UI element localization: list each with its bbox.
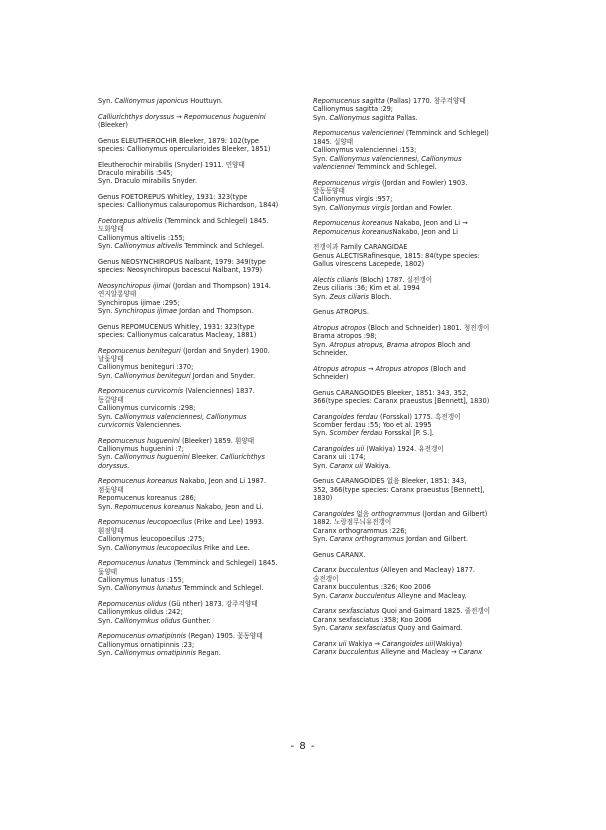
text-run: Syn. [98,97,115,105]
text-run: Gallus virescens Lacepede, 1802) [313,260,425,269]
text-entry [313,413,585,438]
text-line [313,486,585,494]
text-run: Callionymus altivelis :155; [98,233,185,242]
text-entry [313,97,585,122]
scientific-name: Caranx [458,647,483,656]
text-line [313,308,585,316]
text-run: (Jordan and Fowler) 1903. [379,178,468,187]
text-line [313,138,585,146]
text-line [313,228,585,236]
text-run: (Bleeker) [98,121,128,129]
text-line [313,293,585,301]
scientific-name: Atropus atropus, Brama atropos [329,340,436,349]
text-line [313,195,585,203]
text-run: Genus CARANX. [313,550,366,559]
text-run: Draculo mirabilis :545; [98,169,173,177]
text-run: Callionymus virgis :957; [313,195,393,204]
text-run: Wakiya. [362,461,391,470]
text-run: Syn. [313,591,330,600]
text-run: (Forsskal) 1775. 흑전갱이 [377,412,461,421]
scientific-name: Callionymkus olidus [114,616,181,625]
text-run: Forsskal [P. S.]. [382,429,434,438]
text-line [313,105,585,113]
text-run: (Jordan and Thompson) 1914. [170,281,271,290]
text-entry [313,179,585,213]
text-run: (Bloch) 1787. 실전갱이 [358,275,433,284]
text-line [313,365,585,373]
scientific-name: Caranx sexfasciatus [313,607,380,616]
scientific-name: valenciennei [313,163,355,172]
text-run: 352, 366(type species: Caranx praeustus [Bennett], [313,485,485,494]
scientific-name: Carangoides uii [313,445,365,454]
scientific-name: Repomucenus huguenini [98,436,180,445]
text-run: (Jordan and Gilbert) [420,509,488,518]
scientific-name: Caranx uii [329,461,363,470]
scientific-name: Callionymus ornatipinnis [114,649,196,658]
scientific-name: Caranx bucculentus [329,591,396,600]
text-run: Syn. [313,623,330,632]
scientific-name: Callionymus valenciennesi, Callionymus [329,154,462,163]
scientific-name: Repomucenus koreanus [114,502,194,511]
text-line [313,413,585,421]
text-line [313,527,585,535]
text-line [313,535,585,543]
text-line [313,260,585,268]
text-line [313,252,585,260]
text-run: Repomucenus koreanus :286; [98,494,196,503]
text-entry [313,308,585,316]
text-entry [313,566,585,600]
text-run: Genus NEOSYNCHIROPUS Nalbant, 1979: 349(type [98,257,266,266]
scientific-name: Scomber ferdau [329,429,383,438]
scientific-name: Callionymus valenciennesi, Callionymus [114,412,247,421]
scientific-name: Caranx sexfasciatus [329,623,396,632]
text-run: Callionymus beniteguri :370; [98,363,194,372]
text-run: 1882. 노랑점무늬유전갱이 [313,518,392,527]
text-run: Genus REPOMUCENUS Whitley, 1931: 323(type [98,322,255,331]
text-run: Syn. [313,292,330,301]
text-line [313,607,585,615]
text-run: 1830) [313,494,333,503]
text-run: (Gü nther) 1873. 강주걱양태 [166,599,258,608]
text-entry [313,551,585,559]
text-entry [313,477,585,502]
text-run: Callionymkus olidus :242; [98,608,183,617]
text-run: 1845. 실양태 [313,137,354,146]
text-run: Frike and Lee. [201,543,250,552]
text-run: Alleyne and Macleay → [378,647,459,656]
text-run: 도화양태 [98,225,124,234]
text-run: Synchiropus ijimae :295; [98,298,180,307]
text-run: Callionymus ornatipinnis :23; [98,640,195,649]
text-line [313,477,585,485]
text-run: Scomber ferdau :55; Yoo et al. 1995 [313,421,432,430]
text-line [313,551,585,559]
text-run: (Temminck and Schlegel) 1845. [162,217,269,225]
scientific-name: Caranx bucculentus [313,566,379,575]
text-run: Bloch. [368,292,392,301]
text-run: Bloch and [435,340,471,349]
text-run: Houttuyn. [188,97,223,105]
scientific-name: Caranx uii [313,639,347,648]
text-line [313,219,585,227]
text-line [313,276,585,284]
scientific-name: Repomucenus ornatipinnis [98,632,187,641]
scientific-name: Callionymus lunatus [114,584,182,593]
text-line [313,429,585,437]
text-run: Syn. [313,203,330,212]
scientific-name: Repomucenus beniteguri [98,346,181,355]
text-run: Syn. [313,535,330,544]
text-line [313,592,585,600]
scientific-name: Atropus atropus → Atropus atropos [313,364,429,373]
text-entry [313,389,585,406]
scientific-name: Caranx orthogrammus [329,535,404,544]
text-line [313,421,585,429]
scientific-name: doryssus. [98,461,130,470]
scientific-name: Caranx bucculentus [313,647,379,656]
text-run: Pallas. [394,113,418,122]
text-run: (Valenciennes) 1837. [183,387,255,396]
text-line [313,163,585,171]
text-run: 동갈양태 [98,395,124,404]
text-line [313,494,585,502]
text-run: 점돛양태 [98,485,124,494]
text-line [313,453,585,461]
text-run: 없음 [354,509,372,518]
text-run: 전갱이과 Family CARANGIDAE [313,243,408,252]
text-run: Syn. [313,154,330,163]
text-line [313,243,585,251]
text-run: Syn. [98,543,115,552]
text-run: Syn. [98,412,115,421]
scientific-name: Repomucenus valenciennei [313,129,404,138]
text-run: Syn. [313,461,330,470]
scientific-name: curvicornis [98,421,135,430]
text-run: Genus FOETOREPUS Whitley, 1931: 323(type [98,193,248,201]
text-run: Syn. [98,371,115,380]
text-line [313,146,585,154]
text-run: Caranx sexfasciatus :358; Koo 2006 [313,615,432,624]
text-run: Jordan and Snyder. [190,371,256,380]
text-run: (Bleeker) 1859. 흰양태 [179,436,255,445]
text-run: 앞동동양태 [313,187,345,196]
text-line [313,518,585,526]
text-run: (Jordan and Snyder) 1900. [180,346,270,355]
text-run: Nakabo, Jeon and Li → [392,219,468,228]
scientific-name: orthogrammus [371,509,421,518]
text-run: 날돛양태 [98,355,124,364]
scientific-name: Repomucenus lunatus [98,559,172,568]
text-run: Brama atropos :98; [313,332,377,341]
scientific-name: Carangoides ferdau [313,412,378,421]
text-line [313,204,585,212]
scientific-name: Callionymus virgis [329,203,390,212]
scientific-name: Repomucenus olidus [98,599,167,608]
text-run: (Temminck and Schlegel) [403,129,489,138]
text-run: Caranx bucculentus :326; Koo 2006 [313,583,431,592]
text-run: Draculo mirabilis [114,177,171,186]
text-entry [313,276,585,301]
text-run: (Regan) 1905. 꽃동양태 [186,632,263,641]
text-line [313,616,585,624]
text-run: (Pallas) 1770. 참주걱양태 [384,97,466,105]
text-run: 연지알롱양태 [98,290,137,299]
scientific-name: Repomucenus koreanus [98,477,178,486]
text-run: Syn. [98,242,115,251]
text-run: Syn. [313,113,330,122]
text-line [313,445,585,453]
scientific-name: Repomucenus leucopoecilus [98,518,192,527]
text-entry [313,510,585,544]
scientific-name: Repomucenus curvicornis [98,387,184,396]
text-run: (Bloch and [428,364,466,373]
text-run: Jordan and Thompson. [177,307,254,316]
scientific-name: Zeus ciliaris [329,292,369,301]
text-run: Zeus ciliaris :36; Kim et al. 1994 [313,284,420,293]
text-run: 술전갱이 [313,574,339,583]
text-run: species: Callionymus opercularioides Bleeker, 1851) [98,145,271,153]
text-run: Nakabo, Jeon and Li [392,227,458,236]
text-run: species: Neosynchiropus bacescui Nalbant, 1979) [98,266,263,275]
text-line [313,179,585,187]
scientific-name: Neosynchiropus ijimai [98,281,171,290]
text-run: Callionymus curvicornis :298; [98,404,196,413]
text-run: Syn. [313,429,330,438]
text-line [313,155,585,163]
text-line [313,373,585,381]
text-line [313,332,585,340]
text-run: Callionymus valenciennei :153; [313,146,417,155]
scientific-name: Alectis ciliaris [313,275,359,284]
text-entry [313,324,585,358]
text-run: 돛양태 [98,567,118,576]
text-run: Regan. [195,649,221,658]
text-run: (Wakiya) [433,639,463,648]
text-line [313,397,585,405]
text-run: Eleutherochir mirabilis [98,160,173,169]
text-run: Genus ELEUTHEROCHIR Bleeker, 1879: 102(type [98,136,259,145]
text-run: Snyder. [170,177,197,186]
scientific-name: Callionymus leucopoecilus [114,543,202,552]
text-run: (Temminck and Schlegel) 1845. [171,559,278,568]
text-line [313,284,585,292]
text-line [313,583,585,591]
text-line [313,566,585,574]
text-line [313,624,585,632]
text-line [313,462,585,470]
text-line [313,648,585,656]
page-number: - 8 - [290,741,316,752]
text-run: Syn. [313,340,330,349]
text-run: Bleeker. [189,453,221,462]
text-run: Nakabo, Jeon and Li 1987. [177,477,267,486]
scientific-name: Repomucenus koreanus [313,227,393,236]
scientific-name: Carangoides [313,509,355,518]
scientific-name: Callionymus sagitta [329,113,395,122]
text-run: Jordan and Fowler. [389,203,453,212]
text-run: 366(type species: Caranx praeustus [Bennett], 1830) [313,397,490,406]
text-run: Caranx uii :174; [313,453,366,462]
text-line [313,389,585,397]
text-run: Syn. [98,307,115,316]
scientific-name: Repomucenus koreanus [313,219,393,228]
scientific-name: Calliurichthys [220,453,265,462]
text-run: Temminck and Schlegel. [182,242,265,251]
scientific-name: Callionymus beniteguri [114,371,191,380]
text-run: (Snyder) 1911. 민양태 [172,160,245,169]
text-line [313,349,585,357]
text-run: Callionymus huguenini :7; [98,445,184,454]
scientific-name: Calliurichthys doryssus → Repomucenus huguenini [98,112,266,121]
text-run: (Alleyen and Macleay) 1877. [378,566,476,575]
scientific-name: Foetorepus altivelis [98,217,163,225]
text-run: Callionymus leucopoecilus :275; [98,535,205,544]
scientific-name: Repomucenus virgis [313,178,380,187]
text-run: Syn. [98,649,115,658]
text-run: Syn. [98,453,115,462]
text-run: Syn. [98,502,115,511]
text-line [313,575,585,583]
scientific-name: Callionymus huguenini [114,453,190,462]
text-run: Quoi and Gaimard 1825. 줄전갱이 [379,607,491,616]
text-run: Syn. [98,584,115,593]
text-line [313,640,585,648]
text-entry [313,365,585,382]
text-run: Syn. [98,616,115,625]
text-run: Genus CARANGOIDES 없음 Bleeker, 1851: 343, [313,477,467,486]
text-run: Callionymus sagitta :29; [313,105,394,114]
text-run: species: Callionymus calauropomus Richardson, 1844) [98,201,279,210]
text-run: Genus CARANGOIDES Bleeker, 1851: 343, 352, [313,388,469,397]
text-run: species: Callionymus calcaratus Macleay, 1881) [98,331,257,340]
scientific-name: Synchiropus ijimae [114,307,178,316]
text-entry [313,243,585,268]
text-line [313,187,585,195]
text-line [313,97,585,105]
text-line [313,341,585,349]
text-run: Nakabo, Jeon and Li. [193,502,264,511]
text-run: Valenciennes. [134,421,182,430]
text-run: 흰점양태 [98,526,124,535]
text-entry [313,607,585,632]
text-run: (Bloch and Schneider) 1801. 청전갱이 [365,323,490,332]
text-run: Wakiya → [346,639,382,648]
right-column [313,97,585,664]
text-run: Genus ATROPUS. [313,308,369,317]
text-run: Schneider) [313,373,349,382]
text-entry [313,129,585,171]
text-run: (Frike and Lee) 1993. [191,518,264,527]
text-entry [313,219,585,236]
text-run: Temminck and Schlegel. [354,163,437,172]
text-run: Genus ALECTISRafinesque, 1815: 84(type species: [313,251,480,260]
text-run: Schneider. [313,349,348,358]
text-run: Callionymus lunatus :155; [98,575,184,584]
scientific-name: Carangoides uii [381,639,434,648]
text-entry [313,640,585,657]
text-run: (Wakiya) 1924. 유전갱이 [364,445,444,454]
text-run: Alleyne and Macleay. [395,591,467,600]
text-line [313,324,585,332]
text-run: Quoy and Gaimard. [395,623,463,632]
scientific-name: Repomucenus sagitta [313,97,385,105]
text-run: Jordan and Gilbert. [403,535,469,544]
text-entry [313,445,585,470]
scientific-name: Atropus atropos [313,323,366,332]
scientific-name: Callionymus japonicus [114,97,189,105]
text-run: Caranx orthogrammus :226; [313,526,407,535]
text-run: Gunther. [180,616,211,625]
text-line [313,114,585,122]
text-run: Temminck and Schlegel. [181,584,264,593]
text-line [313,129,585,137]
scientific-name: Callionymus altivelis [114,242,183,251]
text-run: Syn. [98,177,115,186]
text-line [313,510,585,518]
